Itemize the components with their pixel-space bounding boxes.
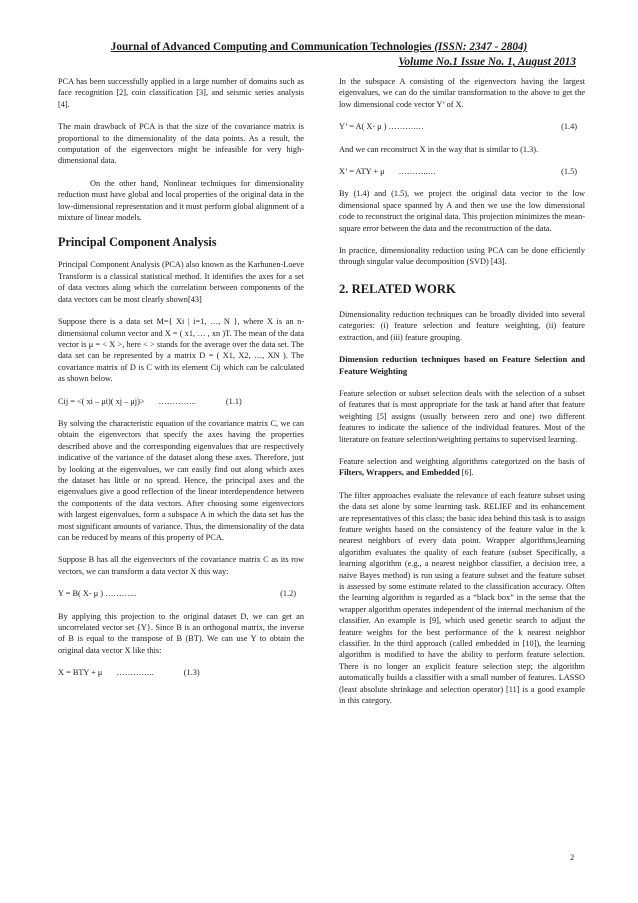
paragraph: By solving the characteristic equation of the covariance matrix C, we can obtain the eigenvectors that specify the axes having the properties described above and the corresponding eigenvalues that are respectively indicative of the variance of the dataset along these axes. Therefore, just by looking at the eigenvalues, we can easily find out along which axes the dataset has little or no spread. Hence, the principal axes and the eigenvalues give a good reflection of the linear interdependence between the components of the data vectors. After choosing some eigenvectors with largest eigenvalues, form a subspace A in which the data set has the most significant amounts of variance. Thus, the dimensionality of the data can be reduced by means of this property of PCA. (58, 418, 304, 542)
paragraph: Feature selection or subset selection deals with the selection of a subset of features that is most appropriate for the task at hand after that feature weighting [5] assigns (usually between zero and one) two different features to indicate the salience of the individual features. Most of the literature on feature selection/weighting pertains to supervised learning. (339, 388, 585, 444)
equation-number: (1.3) (183, 668, 200, 678)
equation-number: (1.4) (561, 122, 577, 132)
section-heading-related-work: 2. RELATED WORK (339, 281, 456, 296)
running-header (58, 40, 580, 70)
equation-number: (1.5) (561, 167, 577, 177)
equation-formula: Y = B( X- μ ) ………... (58, 589, 137, 599)
equation-formula: X’ = ATY + μ (339, 167, 385, 177)
paragraph: PCA has been successfully applied in a large number of domains such as face recognition [2], coin classification [3], and seismic series analysis [4]. (58, 77, 304, 109)
paragraph: The main drawback of PCA is that the size of the covariance matrix is proportional to the dimensionality of the data points. As a result, the computation of the eigenvectors might be infeasible for very high-dimensional data. (58, 122, 304, 166)
journal-title-line (58, 40, 580, 55)
paragraph: By (1.4) and (1.5), we project the original data vector to the low dimensional space spanned by A and then we use the low dimensional code to reconstruct the original data. This projection minimizes the mean-square error between the data and the reconstruction of the data. (339, 189, 585, 233)
equation-number: (1.1) (225, 396, 242, 406)
left-column (58, 76, 304, 690)
paragraph: Dimensionality reduction techniques can be broadly divided into several categories: (i) feature selection and feature weighting, (ii) feature extraction, and (iii) feature grouping. (339, 309, 585, 342)
bold-term: Filters, Wrappers, and Embedded (339, 468, 460, 478)
subsection-heading: Dimension reduction techniques based on Feature Selection and Feature Weighting (339, 354, 585, 376)
equation-leader: ………..… (398, 167, 436, 177)
volume-issue: Volume No.1 Issue No. 1, August 2013 (398, 56, 576, 68)
paragraph-text: Feature selection and weighting algorithms categorized on the basis of (339, 456, 585, 466)
equation-leader: ………….. (158, 396, 196, 406)
equation-1-5 (339, 166, 585, 177)
paragraph-text: [6]. (459, 468, 474, 478)
paragraph (339, 456, 585, 479)
section-heading-pca: Principal Component Analysis (58, 235, 217, 250)
equation-1-3 (58, 667, 304, 678)
paragraph: By applying this projection to the original dataset D, we can get an uncorrelated vector set {Y}. Since B is an orthogonal matrix, the inverse of B is equal to the transpose of B (BT). We can use Y to obtain the original data vector X like this: (58, 611, 304, 655)
paragraph: The filter approaches evaluate the relevance of each feature subset using the data set alone by some learning task. RELIEF and its enhancement are representatives of this class; the basic idea behind this task is to assign feature weights based on the consistency of the feature value in the k nearest neighbors of every data point. Wrapper algorithms,learning algorithm evaluates the quality of each feature (subset Specifically, a learning algorithm (e.g., a nearest neighbor classifier, a decision tree, a naive Bayes method) is run using a feature subset and the feature subset is assessed by some estimate related to the classification accuracy. Often the learning algorithm is regarded as a “black box” in the sense that the wrapper algorithm operates independent of the internal mechanism of the classifier. An example is [9], which used genetic search to adjust the feature weights for the best performance of the k nearest neighbor classifier. In the third approach (called embedded in [10]), the learning algorithm is modified to have the ability to perform feature selection. There is no longer an explicit feature selection step; the algorithm automatically builds a classifier with a small number of features. LASSO (least absolute shrinkage and selection operator) [11] is a good example in this category. (339, 490, 585, 706)
right-column (339, 76, 585, 717)
equation-1-4 (339, 121, 585, 132)
paragraph: On the other hand, Nonlinear techniques for dimensionality reduction must have global and local properties of the original data in the low-dimensional representation and it must perform global alignment of a mixture of linear models. (58, 178, 304, 223)
equation-formula: X = BTY + μ (58, 668, 103, 678)
issn: (ISSN: 2347 - 2804) (434, 41, 528, 53)
equation-1-1 (58, 396, 304, 407)
equation-1-2 (58, 588, 304, 599)
journal-name: Journal of Advanced Computing and Communication Technologies (110, 41, 432, 53)
paragraph: Suppose there is a data set M={ Xi | i=1, …, N }, where X is an n-dimensional column vector and X = ( x1, … , xn )T. The mean of the data vector is μ = < X >, here < > stands for the average over the data set. The data set can be represented by a matrix D = ( X1, X2, …, XN ). The covariance matrix of D is C with its element Cij which can be calculated as shown below. (58, 317, 304, 384)
equation-number: (1.2) (280, 589, 296, 599)
paragraph: In practice, dimensionality reduction using PCA can be done efficiently through singular value decomposition (SVD) [43]. (339, 246, 585, 267)
equation-formula: Cij = <( xi – μi)( xj – μj)> (58, 396, 145, 406)
paragraph: Principal Component Analysis (PCA) also known as the Karhunen-Loeve Transform is a classical statistical method. It identifies the axes for a set of data vectors along which the correlation between components of the data vectors can be most clearly shown[43] (58, 260, 304, 304)
paragraph: In the subspace A consisting of the eigenvectors having the largest eigenvalues, we can do the similar transformation to the above to get the low dimensional code vector Y’ of X. (339, 77, 585, 109)
paragraph: Suppose B has all the eigenvectors of the covariance matrix C as its row vectors, we can transform a data vector X this way: (58, 555, 304, 576)
equation-formula: Y’ = A( X- μ ) ……….… (339, 122, 424, 132)
page-number: 2 (570, 852, 575, 862)
paragraph: And we can reconstruct X in the way that is similar to (1.3). (339, 144, 539, 154)
equation-leader: ………….. (116, 668, 154, 678)
